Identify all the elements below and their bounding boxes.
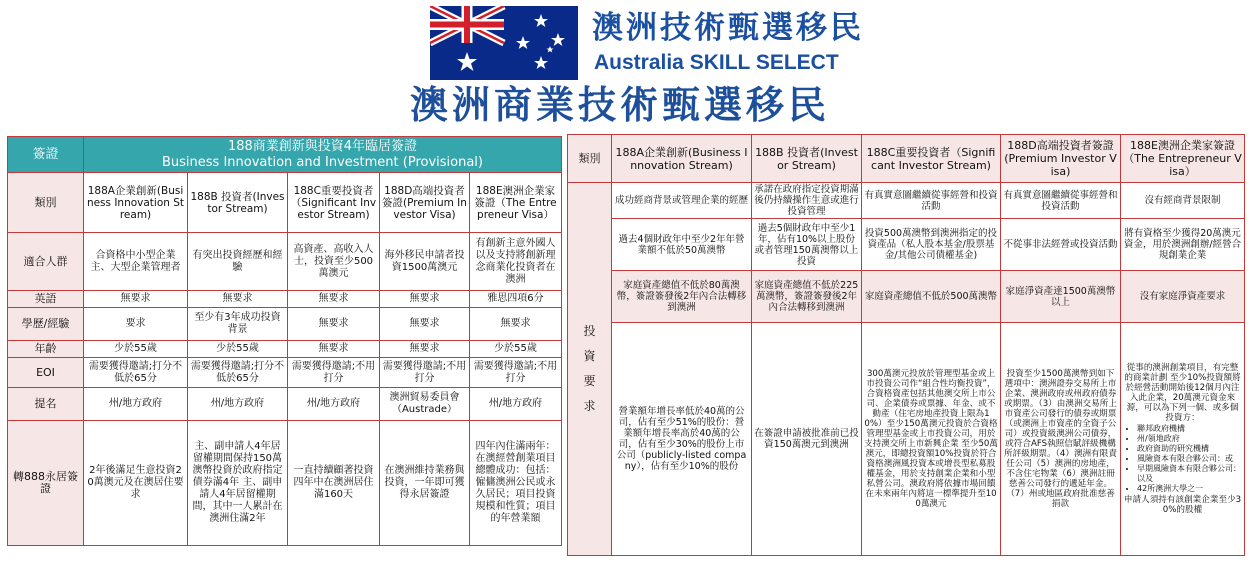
table-row <box>8 291 562 308</box>
table-cell: 過去4個財政年中至少2年年營業額不低於50萬澳幣 <box>612 219 752 271</box>
table-cell: 州/地方政府 <box>188 388 288 421</box>
table-cell: 要求 <box>84 308 188 341</box>
visa-title-zh: 188商業創新與投資4年臨居簽證 <box>227 138 418 154</box>
table-cell: 沒有家庭淨資產要求 <box>1121 271 1245 323</box>
table-row <box>8 421 562 546</box>
table-cell: 無要求 <box>380 308 470 341</box>
table-cell: 成功經商背景或管理企業的經歷 <box>612 183 752 219</box>
table-row <box>8 341 562 358</box>
table-corner-visa: 簽證 <box>8 137 84 173</box>
table-cell: 需要獲得邀請;不用打分 <box>380 358 470 388</box>
page-header <box>0 0 1257 134</box>
table-cell: 有真實意圖繼續從事經營和投資活動 <box>1001 183 1121 219</box>
table-cell: 過去5個財政年中至少1年，佔有10%以上股份或者管理150萬澳幣以上投資 <box>752 219 862 271</box>
table-cell: 在澳洲維持業務與投資，一年即可獲得永居簽證 <box>380 421 470 546</box>
table-cell: 投資至少1500萬澳幣到如下選項中：澳洲證券交易所上市企業、澳洲政府或州政府債券或期票。（3）由澳洲交易所上市資產公司發行的債券或期票（或澳洲上市資產的全資子公司）或投資級澳洲公司債券，或符合AFS執照信賦評級機構所評級期票。（4）澳洲有限責任公司（5）澳洲的房地產，不含住宅物業（6）澳洲註冊慈善公司發行的遞延年金。（7）州或地區政府批准慈善捐款 <box>1001 323 1121 556</box>
list-item: • 聯邦政府機構 <box>1137 424 1242 434</box>
table-cell: 有創新主意外國人以及支持將創新理念商業化投資者在澳洲 <box>470 233 562 291</box>
entrepreneur-requirement-text: 從事的澳洲創業項目，有完整的商業計劃 至少10%投資額將於經營活動開始後12個月內注入此企業，20萬澳元資金來源，可以為下列一個、或多個投資方： <box>1124 363 1241 423</box>
table-cell: 家庭資產總值不低於500萬澳幣 <box>862 271 1001 323</box>
table-row <box>568 323 1245 556</box>
table-cell: 有突出投資經歷和經驗 <box>188 233 288 291</box>
table-row <box>8 308 562 341</box>
row-label: 年齡 <box>8 341 84 358</box>
table-cell: 無要求 <box>288 341 380 358</box>
table-cell: 家庭資產總值不低於225萬澳幣，簽證簽發後2年內合法轉移到澳洲 <box>752 271 862 323</box>
column-header-188a: 188A企業創新(Business Innovation Stream) <box>84 173 188 233</box>
table-cell: 海外移民申請者投資1500萬澳元 <box>380 233 470 291</box>
table-cell: 無要求 <box>470 308 562 341</box>
table-cell: 承諾在政府指定投資期滿後仍持續操作生意或進行投資管理 <box>752 183 862 219</box>
column-header-188b: 188B 投資者(Investor Stream) <box>752 135 862 183</box>
investor-source-list <box>1123 424 1242 494</box>
table-corner-category: 類別 <box>568 135 612 183</box>
table-cell: 高資產、高收入人士，投資至少500萬澳元 <box>288 233 380 291</box>
visa-overview-table <box>7 136 562 546</box>
table-cell: 無要求 <box>288 308 380 341</box>
table-cell: 澳洲貿易委員會（Austrade） <box>380 388 470 421</box>
vertical-label-char: 要 <box>583 374 596 388</box>
table-row <box>8 358 562 388</box>
vertical-label-char: 投 <box>583 324 596 338</box>
table-cell: 不從事非法經營或投資活動 <box>1001 219 1121 271</box>
row-label: 提名 <box>8 388 84 421</box>
table-cell: 需要獲得邀請;打分不低於65分 <box>84 358 188 388</box>
table-cell: 州/地方政府 <box>84 388 188 421</box>
row-label-investment-requirements <box>568 183 612 556</box>
table-cell: 合資格中小型企業主、大型企業管理者 <box>84 233 188 291</box>
table-row <box>8 388 562 421</box>
entrepreneur-equity-note: 申請人須持有該創業企業至少30%的股權 <box>1123 495 1242 515</box>
column-header-188c: 188C重要投資者（Significant Investor Stream) <box>862 135 1001 183</box>
table-cell: 少於55歲 <box>188 341 288 358</box>
table-cell: 州/地方政府 <box>288 388 380 421</box>
logo-chinese: 澳洲技術甄選移民 <box>592 10 864 46</box>
vertical-label-char: 資 <box>583 349 596 363</box>
column-header-188e: 188E澳洲企業家簽證（The Entrepreneur Visa） <box>470 173 562 233</box>
table-cell: 需要獲得邀請;不用打分 <box>470 358 562 388</box>
table-cell-entrepreneur <box>1121 323 1245 556</box>
table-cell: 無要求 <box>380 291 470 308</box>
table-cell: 無要求 <box>288 291 380 308</box>
table-cell: 投資500萬澳幣到澳洲指定的投資產品（私人股本基金/股票基金/其他公司債權基金) <box>862 219 1001 271</box>
table-cell: 需要獲得邀請;打分不低於65分 <box>188 358 288 388</box>
list-item: • 州/領地政府 <box>1137 434 1242 444</box>
logo-english: Australia SKILL SELECT <box>594 51 839 74</box>
list-item: • 早期風險資本有限合夥公司：以及 <box>1137 464 1242 484</box>
column-header-188d: 188D高端投資者簽證(Premium Investor Visa) <box>380 173 470 233</box>
table-cell: 家庭淨資產達1500萬澳幣以上 <box>1001 271 1121 323</box>
table-cell: 少於55歲 <box>470 341 562 358</box>
table-cell: 無要求 <box>188 291 288 308</box>
table-cell: 沒有經商背景限制 <box>1121 183 1245 219</box>
row-label-category: 類別 <box>8 173 84 233</box>
table-cell: 需要獲得邀請;不用打分 <box>288 358 380 388</box>
table-cell: 至少有3年成功投資背景 <box>188 308 288 341</box>
row-label: EOI <box>8 358 84 388</box>
visa-title-en: Business Innovation and Investment (Provisional) <box>161 154 483 170</box>
table-cell: 四年內住滿兩年：在澳經營創業項目總體成功：包括：僱傭澳洲公民或永久居民；項目投資規模和性質；項目的年營業額 <box>470 421 562 546</box>
row-label: 英語 <box>8 291 84 308</box>
list-item: • 42所澳洲大學之一 <box>1137 484 1242 494</box>
column-header-188c: 188C重要投資者（Significant Investor Stream) <box>288 173 380 233</box>
vertical-label-char: 求 <box>583 399 596 413</box>
row-label: 學歷/經驗 <box>8 308 84 341</box>
australian-flag-icon <box>430 6 578 80</box>
table-cell: 在簽證申請被批准前已投資150萬澳元到澳洲 <box>752 323 862 556</box>
table-row <box>8 233 562 291</box>
list-item: • 風險資本有限合夥公司：或 <box>1137 454 1242 464</box>
table-cell: 雅思四項6分 <box>470 291 562 308</box>
table-cell: 營業額年增長率低於40萬的公司，佔有至少51%的股份：營業額年增長率高於40萬的公司，佔有至少30%的股份上市公司（publicly-listed company），佔有至少10%的股份 <box>612 323 752 556</box>
list-item: • 政府資助的研究機構 <box>1137 444 1242 454</box>
table-cell: 無要求 <box>380 341 470 358</box>
table-row <box>568 183 1245 219</box>
table-cell: 州/地方政府 <box>470 388 562 421</box>
table-cell: 無要求 <box>84 291 188 308</box>
table-cell: 主、副申請人4年居留權期間保持150萬澳幣投資於政府指定債券滿4年 主、副申請人4年居留權期間，其中一人累計在澳洲住滿2年 <box>188 421 288 546</box>
visa-title-cell <box>84 137 562 173</box>
table-cell: 有真實意圖繼續從事經營和投資活動 <box>862 183 1001 219</box>
column-header-188b: 188B 投資者(Investor Stream) <box>188 173 288 233</box>
table-cell: 一直持續顧著投資四年中在澳洲居住滿160天 <box>288 421 380 546</box>
table-row <box>568 271 1245 323</box>
column-header-188e: 188E澳洲企業家簽證（The Entrepreneur Visa） <box>1121 135 1245 183</box>
table-row <box>568 219 1245 271</box>
table-cell: 家庭資產總值不低於80萬澳幣，簽證簽發後2年內合法轉移到澳洲 <box>612 271 752 323</box>
row-label: 適合人群 <box>8 233 84 291</box>
table-cell: 少於55歲 <box>84 341 188 358</box>
table-cell: 300萬澳元投放於管理型基金或上市投資公司作“組合性均衡投資”，合資格資產包括其他澳交所上市公司、企業債券或票據、年金、或不動產（住宅房地產投資上限為10%）至少150萬澳元投資於合資格管理型基金或上市投資公司，用於支持澳交所上市新興企業 至少50萬澳元，即總投資額10%投資於符合資格澳洲風投資本或增長型私募股權基金，用於支持創業企業和小型私營公司。澳政府將依據市場回饋在未來兩年內將這一標準提升至100萬澳元 <box>862 323 1001 556</box>
table-cell: 2年後滿足生意投資20萬澳元及在澳居住要求 <box>84 421 188 546</box>
investment-requirements-table <box>567 134 1245 556</box>
page-title: 澳洲商業技術甄選移民 <box>410 83 831 127</box>
column-header-188a: 188A企業創新(Business Innovation Stream) <box>612 135 752 183</box>
row-label: 轉888永居簽證 <box>8 421 84 546</box>
column-header-188d: 188D高端投資者簽證(Premium Investor Visa) <box>1001 135 1121 183</box>
table-cell: 將有資格至少獲得20萬澳元資金，用於澳洲創辦/經營合規創業企業 <box>1121 219 1245 271</box>
